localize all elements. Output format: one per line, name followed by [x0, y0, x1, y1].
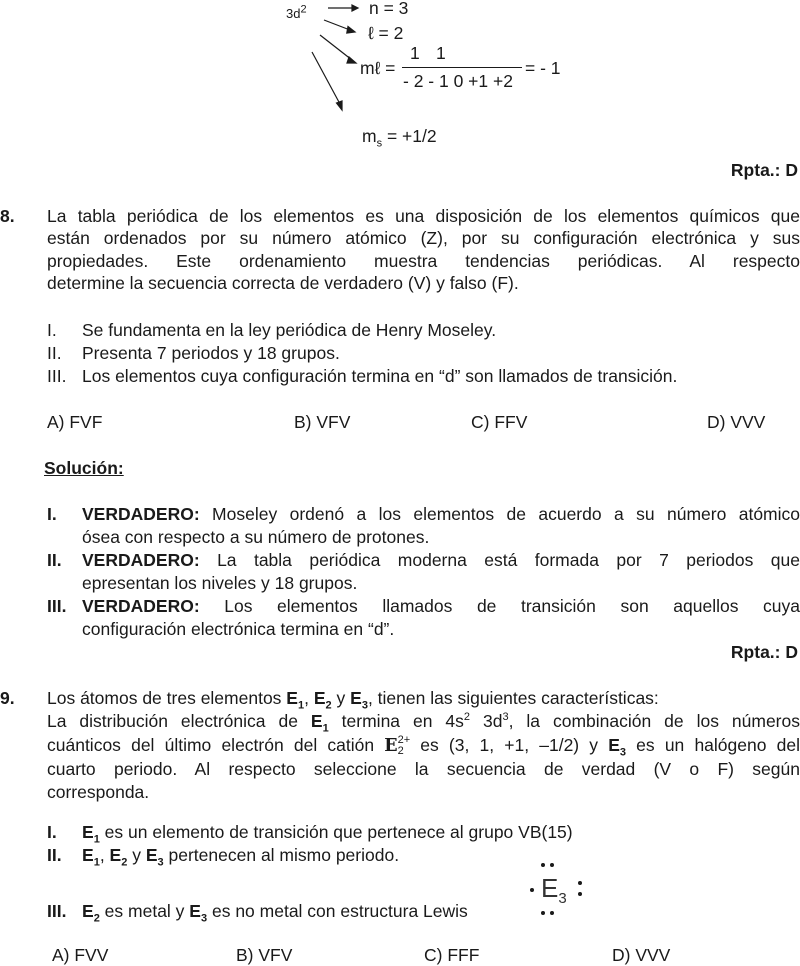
solution-line: VERDADERO: Los elementos llamados de transición son aquellos cuya: [82, 596, 800, 616]
lewis-dot: [578, 892, 582, 896]
statement-text: Presenta 7 periodos y 18 grupos.: [82, 343, 340, 363]
diagram-arrows: [300, 0, 360, 115]
orbital-boxes: [402, 67, 522, 68]
lewis-dot: [541, 863, 545, 867]
azimuthal-number: ℓ = 2: [368, 23, 404, 43]
solution-line: ósea con respecto a su número de protones.: [82, 527, 430, 547]
ml-label: mℓ =: [360, 58, 396, 78]
q9-line: corresponda.: [47, 782, 150, 802]
electron-up-1: 1: [410, 43, 420, 63]
option-d: D) VVV: [707, 412, 766, 432]
option-b: B) VFV: [294, 412, 351, 432]
lewis-dot: [550, 911, 554, 915]
statement-text: $E_1$, $E_2$ y $E_3$ pertenecen al mismo periodo.: [82, 845, 400, 869]
ml-result: = - 1: [525, 58, 561, 78]
option-a: A) FVV: [52, 945, 109, 965]
statement-text: Se fundamenta en la ley periódica de Henry Moseley.: [82, 320, 497, 340]
statement-text: $E_1$ es un elemento de transición que pertenece al grupo VB(15): [82, 822, 573, 846]
solution-line: VERDADERO: Moseley ordenó a los elementos de acuerdo a su número atómico: [82, 504, 800, 524]
option-c: C) FFF: [424, 945, 480, 965]
statement-number: II.: [47, 343, 62, 363]
statement-number: II.: [47, 845, 62, 865]
lewis-dot: [530, 888, 534, 892]
q9-line: cuarto periodo. Al respecto seleccione la secuencia de verdad (V o F) según: [47, 759, 800, 779]
statement-number: I.: [47, 822, 57, 842]
q9-line: Los átomos de tres elementos $E_1$, $E_2$ y $E_3$, tienen las siguientes características:: [47, 688, 659, 712]
lewis-dot: [541, 911, 545, 915]
option-a: A) FVF: [47, 412, 103, 432]
electron-up-2: 1: [436, 43, 446, 63]
statement-number: I.: [47, 320, 57, 340]
option-d: D) VVV: [612, 945, 671, 965]
lewis-dot: [578, 881, 582, 885]
orbital-label: $3d^2$: [286, 3, 307, 21]
answer-prev: Rpta.: D: [730, 160, 798, 180]
solution-line: configuración electrónica termina en “d”.: [82, 619, 395, 639]
option-c: C) FFV: [471, 412, 528, 432]
solution-heading: Solución:: [44, 458, 124, 478]
lewis-symbol: $E_3$: [541, 873, 567, 908]
solution-number: I.: [47, 504, 57, 524]
spin-number: $m_s = +1/2$: [362, 126, 437, 150]
q8-line: La tabla periódica de los elementos es una disposición de los elementos químicos que: [47, 206, 800, 226]
statement-text: Los elementos cuya configuración termina en “d” son llamados de transición.: [82, 366, 678, 386]
solution-number: III.: [47, 596, 67, 616]
q8-line: propiedades. Este ordenamiento muestra tendencias periódicas. Al respecto: [47, 251, 800, 271]
solution-line: VERDADERO: La tabla periódica moderna está formada por 7 periodos que: [82, 550, 800, 570]
statement-number: III.: [47, 901, 67, 921]
solution-number: II.: [47, 550, 62, 570]
statement-number: III.: [47, 366, 67, 386]
option-b: B) VFV: [236, 945, 293, 965]
q8-number: 8.: [0, 206, 15, 226]
q9-number: 9.: [0, 688, 15, 708]
ml-values: - 2 - 1 0 +1 +2: [403, 71, 513, 91]
principal-number: n = 3: [369, 0, 409, 18]
q8-line: determine la secuencia correcta de verdadero (V) y falso (F).: [47, 273, 519, 293]
statement-text: $E_2$ es metal y $E_3$ es no metal con estructura Lewis: [82, 901, 468, 925]
solution-line: epresentan los niveles y 18 grupos.: [82, 573, 358, 593]
q8-answer: Rpta.: D: [730, 642, 798, 662]
q9-line: La distribución electrónica de $E_1$ termina en $4s^2$ $3d^3$, la combinación de los números: [47, 711, 800, 735]
q8-line: están ordenados por su número atómico (Z), por su configuración electrónica y sus: [47, 228, 800, 248]
q9-line: cuánticos del último electrón del catión E 2+ 2 es (3, 1, +1, –1/2) y $E_3$ es un halógeno del: [47, 734, 800, 759]
lewis-dot: [550, 863, 554, 867]
